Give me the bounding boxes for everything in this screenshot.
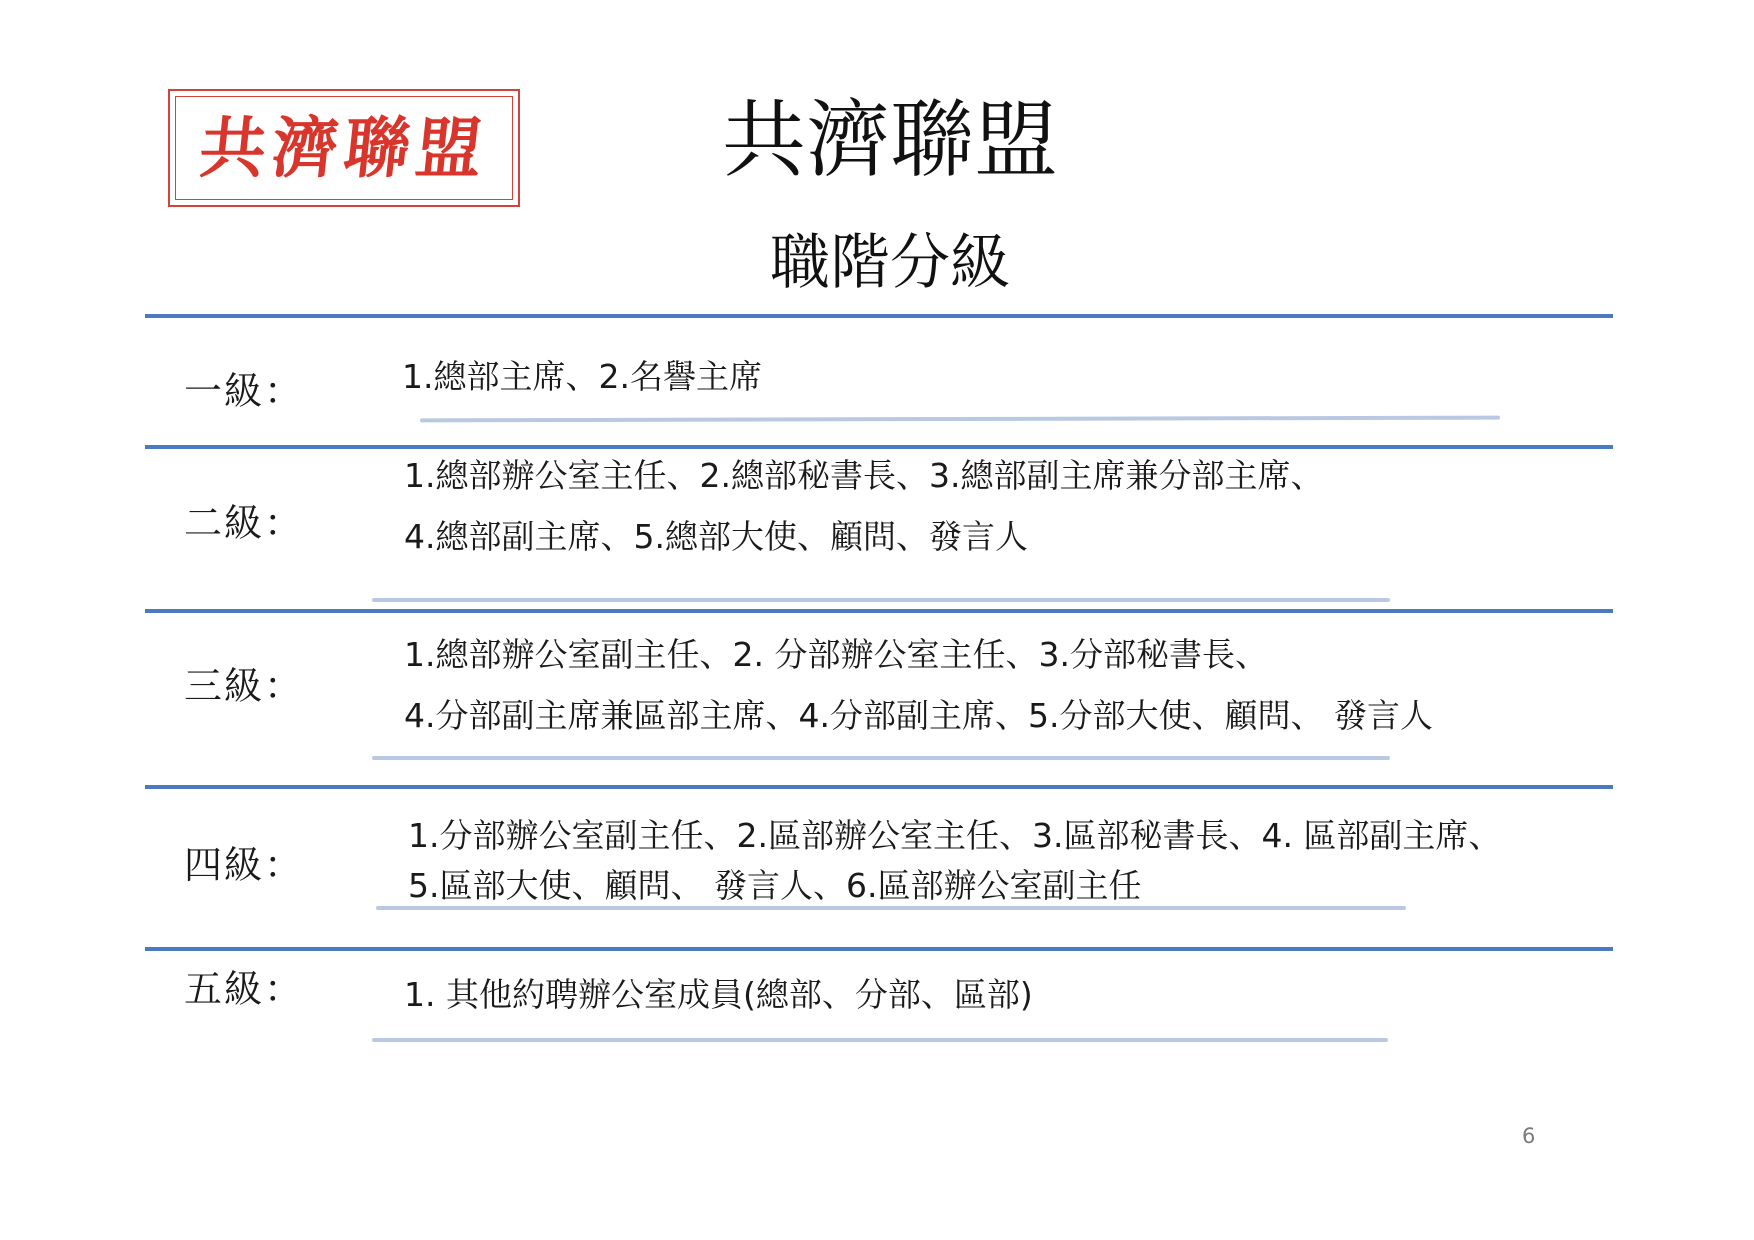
divider-level-3 xyxy=(145,785,1613,789)
level-4-label: 四級： xyxy=(184,843,305,887)
level-2-line-1: 1.總部辦公室主任、2.總部秘書長、3.總部副主席兼分部主席、 xyxy=(404,456,1324,495)
underline-level-3 xyxy=(372,756,1390,760)
level-1-line-1: 1.總部主席、2.名譽主席 xyxy=(402,357,762,396)
divider-level-4 xyxy=(145,947,1613,951)
divider-level-2 xyxy=(145,609,1613,613)
logo-seal xyxy=(168,89,520,207)
level-5-label: 五級： xyxy=(184,967,305,1011)
page-number: 6 xyxy=(1522,1124,1536,1148)
level-2-label: 二級： xyxy=(184,501,305,545)
page-subtitle: 職階分級 xyxy=(770,228,1010,298)
logo-seal-inner-border xyxy=(175,96,513,200)
divider-top xyxy=(145,314,1613,318)
level-3-line-1: 1.總部辦公室副主任、2. 分部辦公室主任、3.分部秘書長、 xyxy=(404,635,1268,674)
underline-level-5 xyxy=(372,1038,1388,1042)
divider-level-1 xyxy=(145,445,1613,449)
level-2-line-2: 4.總部副主席、5.總部大使、顧問、發言人 xyxy=(404,517,1028,556)
level-5-line-1: 1. 其他約聘辦公室成員(總部、分部、區部) xyxy=(404,975,1033,1014)
level-1-label: 一級： xyxy=(184,369,305,413)
level-3-line-2: 4.分部副主席兼區部主席、4.分部副主席、5.分部大使、顧問、 發言人 xyxy=(404,696,1433,735)
underline-level-1 xyxy=(420,416,1500,423)
level-3-label: 三級： xyxy=(184,664,305,708)
page-title: 共濟聯盟 xyxy=(721,91,1058,189)
logo-seal-text: 共濟聯盟 xyxy=(195,109,493,187)
underline-level-2 xyxy=(372,598,1390,602)
level-4-line-2: 5.區部大使、顧問、 發言人、6.區部辦公室副主任 xyxy=(408,866,1142,905)
underline-level-4 xyxy=(376,906,1406,910)
level-4-line-1: 1.分部辦公室副主任、2.區部辦公室主任、3.區部秘書長、4. 區部副主席、 xyxy=(408,816,1502,855)
